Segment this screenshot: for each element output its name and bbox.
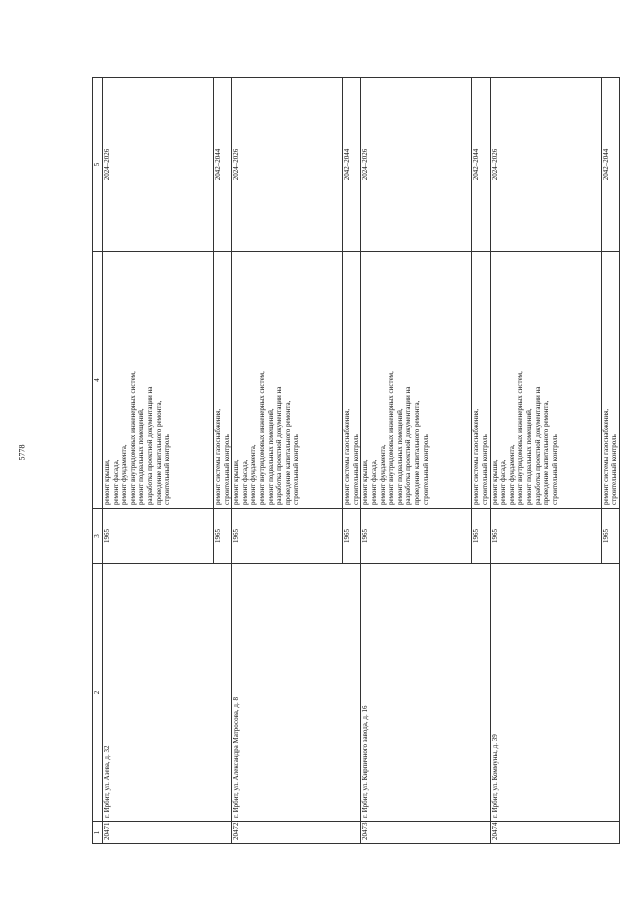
work-item: ремонт системы газоснабжения, <box>472 408 481 505</box>
works-cell <box>103 252 214 509</box>
address-cell: г. Ирбит, ул. Азева, д. 32 <box>103 564 232 822</box>
period-cell: 2042–2044 <box>214 78 232 252</box>
table-row <box>361 78 472 844</box>
work-item: ремонт фасада, <box>111 459 120 505</box>
work-item: проведение капитального ремонта, <box>154 400 163 505</box>
row-number: 20472. <box>232 822 361 844</box>
table-row <box>490 78 601 844</box>
year-cell: 1965 <box>214 509 232 564</box>
period-cell: 2024–2026 <box>232 78 343 252</box>
work-item: разработка проектной документации на <box>533 386 542 505</box>
work-item: ремонт внутридомовых инженерных систем, <box>128 371 137 505</box>
work-item: строительный контроль <box>222 434 231 505</box>
works-cell <box>472 252 490 509</box>
year-cell: 1965 <box>472 509 490 564</box>
column-header: 5 <box>93 78 103 252</box>
period-cell: 2024–2026 <box>103 78 214 252</box>
year-cell: 1965 <box>490 509 601 564</box>
period-cell: 2024–2026 <box>361 78 472 252</box>
period-cell: 2042–2044 <box>601 78 619 252</box>
work-item: проведение капитального ремонта, <box>283 400 292 505</box>
work-item: разработка проектной документации на <box>145 386 154 505</box>
table-body <box>103 78 620 844</box>
column-header: 1 <box>93 822 103 844</box>
work-item: разработка проектной документации на <box>404 386 413 505</box>
year-cell: 1965 <box>601 509 619 564</box>
table-row <box>103 78 214 844</box>
work-item: ремонт фундамента, <box>120 444 129 505</box>
work-item: ремонт подвальных помещений, <box>395 408 404 505</box>
works-cell <box>214 252 232 509</box>
year-cell: 1965 <box>343 509 361 564</box>
work-item: проведение капитального ремонта, <box>412 400 421 505</box>
work-item: строительный контроль <box>292 434 301 505</box>
work-item: ремонт фундамента, <box>378 444 387 505</box>
work-item: строительный контроль <box>421 434 430 505</box>
works-cell <box>232 252 343 509</box>
work-item: ремонт крыши, <box>490 459 499 505</box>
work-item: ремонт фасада, <box>369 459 378 505</box>
repair-schedule-table <box>92 77 620 844</box>
work-item: ремонт системы газоснабжения, <box>343 408 352 505</box>
work-item: ремонт подвальных помещений, <box>524 408 533 505</box>
period-cell: 2042–2044 <box>472 78 490 252</box>
work-item: ремонт фундамента, <box>249 444 258 505</box>
document-page <box>92 78 619 844</box>
period-cell: 2024–2026 <box>490 78 601 252</box>
work-item: строительный контроль <box>480 434 489 505</box>
works-cell <box>343 252 361 509</box>
work-item: строительный контроль <box>351 434 360 505</box>
year-cell: 1965 <box>103 509 214 564</box>
work-item: ремонт фундамента, <box>507 444 516 505</box>
work-item: ремонт подвальных помещений, <box>137 408 146 505</box>
works-cell <box>490 252 601 509</box>
period-cell: 2042–2044 <box>343 78 361 252</box>
work-item: ремонт системы газоснабжения, <box>214 408 222 505</box>
year-cell: 1965 <box>361 509 472 564</box>
address-cell: г. Ирбит, ул. Александра Матросова, д. 8 <box>232 564 361 822</box>
work-item: ремонт крыши, <box>103 459 111 505</box>
work-item: строительный контроль <box>550 434 559 505</box>
work-item: разработка проектной документации на <box>275 386 284 505</box>
page-number: 5778 <box>17 444 27 461</box>
work-item: ремонт внутридомовых инженерных систем, <box>257 371 266 505</box>
year-cell: 1965 <box>232 509 343 564</box>
work-item: ремонт системы газоснабжения, <box>601 408 610 505</box>
column-header: 2 <box>93 564 103 822</box>
works-cell <box>361 252 472 509</box>
work-item: ремонт фасада, <box>499 459 508 505</box>
row-number: 20473. <box>361 822 490 844</box>
work-item: ремонт фасада, <box>240 459 249 505</box>
work-item: ремонт подвальных помещений, <box>266 408 275 505</box>
work-item: строительный контроль <box>610 434 619 505</box>
work-item: ремонт крыши, <box>232 459 241 505</box>
header-row <box>93 78 103 844</box>
address-cell: г. Ирбит, ул. Кирпичного завода, д. 16 <box>361 564 490 822</box>
work-item: проведение капитального ремонта, <box>542 400 551 505</box>
address-cell: г. Ирбит, ул. Коммуны, д. 39 <box>490 564 619 822</box>
table-row <box>232 78 343 844</box>
work-item: ремонт внутридомовых инженерных систем, <box>516 371 525 505</box>
work-item: ремонт внутридомовых инженерных систем, <box>387 371 396 505</box>
work-item: строительный контроль <box>163 434 172 505</box>
works-cell <box>601 252 619 509</box>
row-number: 20471. <box>103 822 232 844</box>
work-item: ремонт крыши, <box>361 459 370 505</box>
column-header: 4 <box>93 252 103 509</box>
column-header: 3 <box>93 509 103 564</box>
row-number: 20474. <box>490 822 619 844</box>
